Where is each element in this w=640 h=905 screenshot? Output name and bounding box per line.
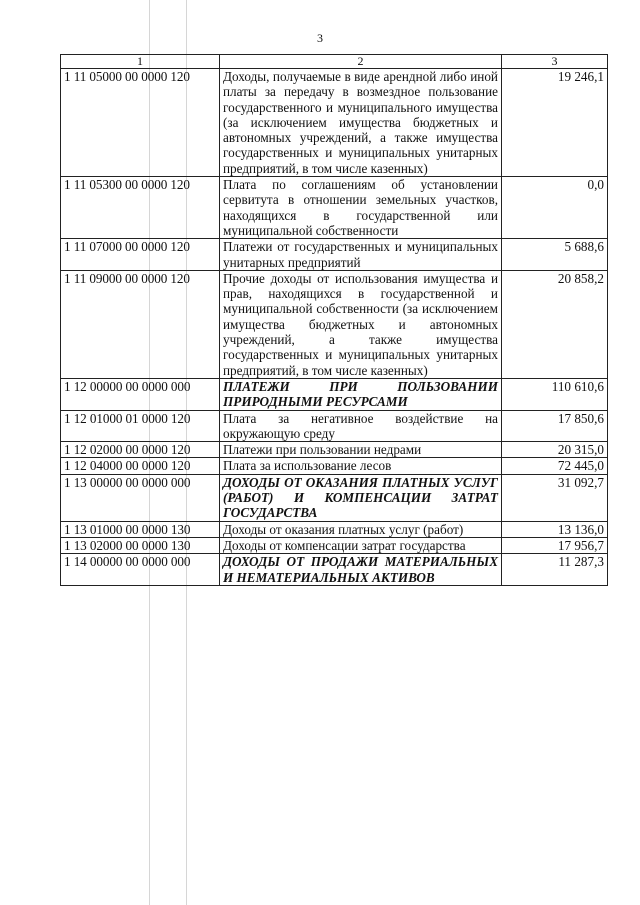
revenue-description-cell: Доходы от оказания платных услуг (работ)	[220, 521, 502, 537]
table-row	[61, 474, 608, 521]
budget-code-cell: 1 11 05300 00 0000 120	[61, 177, 220, 239]
table-row	[61, 554, 608, 586]
budget-code-cell: 1 13 00000 00 0000 000	[61, 474, 220, 521]
revenue-group-title-cell: ДОХОДЫ ОТ ПРОДАЖИ МАТЕРИАЛЬНЫХ И НЕМАТЕРИАЛЬНЫХ АКТИВОВ	[220, 554, 502, 586]
table-row	[61, 537, 608, 553]
revenue-description-cell: Плата за негативное воздействие на окружающую среду	[220, 410, 502, 442]
table-row	[61, 270, 608, 378]
revenue-group-title-cell: ПЛАТЕЖИ ПРИ ПОЛЬЗОВАНИИ ПРИРОДНЫМИ РЕСУРСАМИ	[220, 378, 502, 410]
amount-cell: 72 445,0	[502, 458, 608, 474]
revenue-description-cell: Платежи при пользовании недрами	[220, 442, 502, 458]
amount-cell: 20 315,0	[502, 442, 608, 458]
revenue-description-cell: Доходы, получаемые в виде арендной либо иной платы за передачу в возмездное пользование государственного и муниципального имущества (за исключением имущества бюджетных и автономных учреждений, а также имущества государственных и муниципальных унитарных предприятий, в том числе казенных)	[220, 69, 502, 177]
budget-code-cell: 1 12 02000 00 0000 120	[61, 442, 220, 458]
revenue-description-cell: Плата по соглашениям об установлении сервитута в отношении земельных участков, находящихся в государственной или муниципальной собственности	[220, 177, 502, 239]
budget-code-cell: 1 11 09000 00 0000 120	[61, 270, 220, 378]
amount-cell: 0,0	[502, 177, 608, 239]
budget-code-cell: 1 13 02000 00 0000 130	[61, 537, 220, 553]
revenue-table	[60, 54, 608, 586]
amount-cell: 110 610,6	[502, 378, 608, 410]
amount-cell: 31 092,7	[502, 474, 608, 521]
budget-code-cell: 1 11 05000 00 0000 120	[61, 69, 220, 177]
amount-cell: 17 956,7	[502, 537, 608, 553]
column-header-3: 3	[502, 55, 608, 69]
budget-code-cell: 1 14 00000 00 0000 000	[61, 554, 220, 586]
page-number: 3	[317, 31, 323, 45]
revenue-description-cell: Плата за использование лесов	[220, 458, 502, 474]
budget-code-cell: 1 13 01000 00 0000 130	[61, 521, 220, 537]
table-row	[61, 239, 608, 271]
amount-cell: 5 688,6	[502, 239, 608, 271]
table-row	[61, 521, 608, 537]
budget-code-cell: 1 12 01000 01 0000 120	[61, 410, 220, 442]
revenue-description-cell: Доходы от компенсации затрат государства	[220, 537, 502, 553]
amount-cell: 11 287,3	[502, 554, 608, 586]
revenue-description-cell: Платежи от государственных и муниципальных унитарных предприятий	[220, 239, 502, 271]
budget-code-cell: 1 11 07000 00 0000 120	[61, 239, 220, 271]
revenue-description-cell: Прочие доходы от использования имущества и прав, находящихся в государственной и муниципальной собственности (за исключением имущества бюджетных и автономных учреждений, а также имущества государственных и муниципальных унитарных предприятий, в том числе казенных)	[220, 270, 502, 378]
table-row	[61, 177, 608, 239]
table-row	[61, 458, 608, 474]
revenue-group-title-cell: ДОХОДЫ ОТ ОКАЗАНИЯ ПЛАТНЫХ УСЛУГ (РАБОТ) И КОМПЕНСАЦИИ ЗАТРАТ ГОСУДАРСТВА	[220, 474, 502, 521]
amount-cell: 19 246,1	[502, 69, 608, 177]
budget-code-cell: 1 12 00000 00 0000 000	[61, 378, 220, 410]
table-row	[61, 410, 608, 442]
amount-cell: 13 136,0	[502, 521, 608, 537]
table-row	[61, 69, 608, 177]
table-row	[61, 378, 608, 410]
column-header-1: 1	[61, 55, 220, 69]
table-header-row	[61, 55, 608, 69]
column-header-2: 2	[220, 55, 502, 69]
amount-cell: 20 858,2	[502, 270, 608, 378]
table-row	[61, 442, 608, 458]
budget-code-cell: 1 12 04000 00 0000 120	[61, 458, 220, 474]
amount-cell: 17 850,6	[502, 410, 608, 442]
